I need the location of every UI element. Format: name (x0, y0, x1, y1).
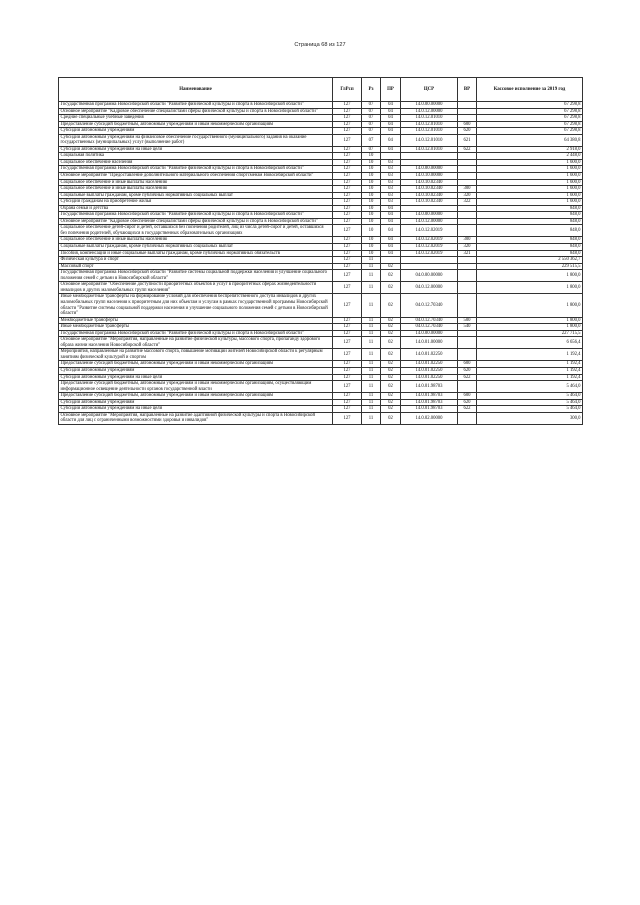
cell-pr: 04 (381, 244, 401, 251)
page-number: Страница 68 из 127 (294, 42, 346, 48)
cell-glrsp: 127 (333, 349, 362, 361)
cell-name: Социальное обеспечение населения (59, 159, 333, 166)
cell-rz: 10 (362, 244, 381, 251)
cell-amount: 1 192,4 (477, 367, 583, 374)
cell-rz: 10 (362, 199, 381, 206)
cell-glrsp: 127 (333, 237, 362, 244)
cell-pr: 04 (381, 250, 401, 257)
cell-pr: 02 (381, 381, 401, 393)
table-row (59, 282, 583, 294)
header-name: Наименование (59, 78, 333, 102)
cell-name: Субсидии автономным учреждениям (59, 399, 333, 406)
cell-amount: 848,0 (477, 218, 583, 225)
cell-csr: 14.0.10.02340 (401, 199, 458, 206)
cell-pr: 02 (381, 374, 401, 381)
cell-amount: 848,0 (477, 237, 583, 244)
cell-pr: 02 (381, 393, 401, 400)
cell-amount: 67 298,8 (477, 102, 583, 109)
cell-name: Предоставление субсидий бюджетным, автономным учреждениям и иным некоммерческим организациям (59, 121, 333, 128)
cell-glrsp: 127 (333, 367, 362, 374)
cell-name: Иные межбюджетные трансферты на формирование условий для обеспечения беспрепятственного доступа инвалидов и других маломобильных групп населения к приоритетным для них объектам и услугам в рамках государственной программы Новосибирской области "Развитие системы социальной поддержки населения и улучшение социального положения семей с детьми в Новосибирской области" (59, 294, 333, 317)
cell-glrsp: 127 (333, 250, 362, 257)
cell-name: Субсидии автономным учреждениям на иные цели (59, 374, 333, 381)
cell-amount: 1 800,0 (477, 282, 583, 294)
cell-amount: 1 600,0 (477, 186, 583, 193)
cell-vr: 622 (458, 374, 477, 381)
cell-csr: 14.0.12.01010 (401, 121, 458, 128)
cell-rz: 11 (362, 361, 381, 368)
cell-name: Физическая культура и спорт (59, 257, 333, 264)
cell-amount: 5 464,0 (477, 381, 583, 393)
cell-csr: 14.0.00.00000 (401, 212, 458, 219)
cell-rz: 11 (362, 324, 381, 331)
cell-pr: 04 (381, 146, 401, 153)
cell-pr: 02 (381, 337, 401, 349)
cell-pr: 02 (381, 412, 401, 424)
cell-vr (458, 270, 477, 282)
cell-amount: 64 380,8 (477, 134, 583, 146)
cell-csr: 14.0.00.00000 (401, 166, 458, 173)
cell-csr: 04.0.12.70340 (401, 294, 458, 317)
cell-glrsp: 127 (333, 381, 362, 393)
cell-amount: 1 600,0 (477, 192, 583, 199)
cell-vr: 620 (458, 128, 477, 135)
cell-glrsp: 127 (333, 399, 362, 406)
table-body (59, 102, 583, 425)
cell-rz: 10 (362, 166, 381, 173)
cell-name: Основное мероприятие "Обеспечение доступности приоритетных объектов и услуг в приоритетных сферах жизнедеятельности инвалидов и других маломобильных групп населения" (59, 282, 333, 294)
cell-rz: 11 (362, 399, 381, 406)
cell-name: Субсидии автономным учреждениям на иные цели (59, 406, 333, 413)
cell-amount: 300,0 (477, 412, 583, 424)
cell-rz: 07 (362, 128, 381, 135)
cell-rz: 07 (362, 134, 381, 146)
cell-name: Социальное обеспечение и иные выплаты населению (59, 179, 333, 186)
cell-name: Основное мероприятие "Кадровое обеспечение специалистами сферы физической культуры и спорта в Новосибирской области" (59, 108, 333, 115)
cell-csr: 14.0.12.02019 (401, 244, 458, 251)
cell-rz: 11 (362, 257, 381, 264)
cell-glrsp: 127 (333, 374, 362, 381)
cell-rz: 11 (362, 374, 381, 381)
cell-amount: 1 600,0 (477, 166, 583, 173)
cell-amount: 1 800,0 (477, 270, 583, 282)
cell-name: Социальное обеспечение и иные выплаты населению (59, 186, 333, 193)
cell-name: Мероприятия, направленные на развитие массового спорта, повышение мотивации жителей Новосибирской области к регулярным занятиям физической культурой и спортом (59, 349, 333, 361)
cell-vr (458, 337, 477, 349)
cell-glrsp: 127 (333, 263, 362, 270)
cell-vr: 620 (458, 367, 477, 374)
cell-glrsp: 127 (333, 324, 362, 331)
cell-pr: 03 (381, 199, 401, 206)
cell-amount: 2 448,0 (477, 153, 583, 160)
cell-glrsp: 127 (333, 393, 362, 400)
cell-glrsp: 127 (333, 121, 362, 128)
cell-glrsp: 127 (333, 218, 362, 225)
cell-csr: 04.0.00.00000 (401, 270, 458, 282)
cell-name: Массовый спорт (59, 263, 333, 270)
cell-rz: 07 (362, 102, 381, 109)
cell-name: Государственная программа Новосибирской области "Развитие физической культуры и спорта в Новосибирской области" (59, 102, 333, 109)
table-row (59, 337, 583, 349)
cell-name: Государственная программа Новосибирской области "Развитие физической культуры и спорта в Новосибирской области" (59, 212, 333, 219)
cell-vr (458, 294, 477, 317)
cell-rz: 11 (362, 412, 381, 424)
cell-csr: 14.0.10.00000 (401, 173, 458, 180)
cell-vr: 600 (458, 393, 477, 400)
cell-rz: 11 (362, 393, 381, 400)
cell-csr: 14.0.01.02250 (401, 349, 458, 361)
cell-pr: 03 (381, 166, 401, 173)
cell-amount: 1 192,4 (477, 361, 583, 368)
cell-amount: 1 192,4 (477, 349, 583, 361)
cell-glrsp: 127 (333, 134, 362, 146)
cell-rz: 11 (362, 282, 381, 294)
cell-glrsp: 127 (333, 412, 362, 424)
budget-table (58, 77, 583, 425)
cell-name: Основное мероприятие "Кадровое обеспечение специалистами сферы физической культуры и спорта в Новосибирской области" (59, 218, 333, 225)
cell-csr: 14.0.01.98703 (401, 399, 458, 406)
cell-rz: 11 (362, 263, 381, 270)
cell-amount: 1 800,0 (477, 324, 583, 331)
cell-rz: 07 (362, 121, 381, 128)
cell-pr: 04 (381, 225, 401, 237)
cell-name: Субсидии гражданам на приобретение жилья (59, 199, 333, 206)
cell-rz: 10 (362, 173, 381, 180)
cell-glrsp: 127 (333, 330, 362, 337)
cell-vr: 620 (458, 399, 477, 406)
cell-vr: 320 (458, 244, 477, 251)
cell-csr: 14.0.12.01010 (401, 128, 458, 135)
table-row (59, 294, 583, 317)
cell-pr: 02 (381, 263, 401, 270)
cell-csr: 14.0.12.00000 (401, 218, 458, 225)
cell-pr: 02 (381, 349, 401, 361)
cell-amount: 848,0 (477, 212, 583, 219)
header-glrsp: ГлРсп (333, 78, 362, 102)
cell-csr: 14.0.00.00000 (401, 330, 458, 337)
cell-vr (458, 282, 477, 294)
cell-csr: 14.0.01.02250 (401, 367, 458, 374)
cell-rz: 10 (362, 179, 381, 186)
cell-rz: 11 (362, 381, 381, 393)
cell-pr: 04 (381, 121, 401, 128)
cell-amount: 1 600,0 (477, 173, 583, 180)
cell-glrsp: 127 (333, 282, 362, 294)
cell-amount: 1 600,0 (477, 179, 583, 186)
cell-glrsp: 127 (333, 199, 362, 206)
cell-pr: 02 (381, 367, 401, 374)
cell-amount: 2 550 362,7 (477, 257, 583, 264)
cell-pr: 04 (381, 115, 401, 122)
cell-csr: 04.0.12.00000 (401, 282, 458, 294)
cell-vr: 300 (458, 186, 477, 193)
cell-csr: 14.0.12.01010 (401, 134, 458, 146)
cell-rz: 11 (362, 294, 381, 317)
cell-csr: 04.0.12.70340 (401, 317, 458, 324)
cell-name: Субсидии автономным учреждениям (59, 128, 333, 135)
cell-glrsp: 127 (333, 270, 362, 282)
cell-pr: 04 (381, 237, 401, 244)
table-row (59, 412, 583, 424)
cell-rz: 07 (362, 108, 381, 115)
cell-csr: 14.0.01.98703 (401, 393, 458, 400)
table-header-row (59, 78, 583, 102)
cell-csr: 14.0.01.02250 (401, 361, 458, 368)
cell-name: Государственная программа Новосибирской области "Развитие системы социальной поддержки населения и улучшение социального положения семей с детьми в Новосибирской области" (59, 270, 333, 282)
cell-glrsp: 127 (333, 294, 362, 317)
cell-pr: 02 (381, 270, 401, 282)
cell-pr: 02 (381, 324, 401, 331)
cell-amount: 5 464,0 (477, 406, 583, 413)
cell-vr: 600 (458, 361, 477, 368)
cell-glrsp: 127 (333, 225, 362, 237)
cell-name: Средние специальные учебные заведения (59, 115, 333, 122)
cell-amount: 848,0 (477, 244, 583, 251)
cell-rz: 11 (362, 367, 381, 374)
cell-amount: 848,0 (477, 205, 583, 212)
cell-name: Основное мероприятие "Мероприятия, направленные на развитие адаптивной физической культуры и спорта в Новосибирской области для лиц с ограниченными возможностями здоровья и инвалидов" (59, 412, 333, 424)
cell-csr: 14.0.12.01010 (401, 115, 458, 122)
cell-csr: 14.0.10.02340 (401, 186, 458, 193)
cell-pr: 04 (381, 218, 401, 225)
cell-name: Субсидии автономным учреждениям на финансовое обеспечение государственного (муниципального) задания на оказание государственных (муниципальных) услуг (выполнение работ) (59, 134, 333, 146)
cell-name: Основное мероприятие "Предоставление дополнительного материального обеспечения спортсменам Новосибирской области" (59, 173, 333, 180)
cell-vr: 600 (458, 121, 477, 128)
table-row (59, 225, 583, 237)
cell-rz: 10 (362, 192, 381, 199)
cell-glrsp: 127 (333, 173, 362, 180)
cell-pr: 04 (381, 128, 401, 135)
cell-vr: 622 (458, 406, 477, 413)
cell-pr: 03 (381, 173, 401, 180)
cell-csr: 14.0.12.00000 (401, 108, 458, 115)
cell-glrsp: 127 (333, 108, 362, 115)
cell-glrsp: 127 (333, 257, 362, 264)
cell-csr: 14.0.10.02340 (401, 179, 458, 186)
cell-pr: 02 (381, 294, 401, 317)
cell-glrsp: 127 (333, 146, 362, 153)
cell-vr: 322 (458, 199, 477, 206)
cell-glrsp: 127 (333, 115, 362, 122)
cell-csr: 14.0.01.02250 (401, 374, 458, 381)
cell-glrsp: 127 (333, 205, 362, 212)
cell-glrsp: 127 (333, 159, 362, 166)
cell-vr: 320 (458, 192, 477, 199)
cell-pr: 04 (381, 108, 401, 115)
cell-name: Государственная программа Новосибирской области "Развитие физической культуры и спорта в Новосибирской области" (59, 330, 333, 337)
cell-amount: 5 464,0 (477, 399, 583, 406)
cell-csr: 14.0.12.01010 (401, 146, 458, 153)
cell-csr: 14.0.01.98703 (401, 406, 458, 413)
cell-name: Иные межбюджетные трансферты (59, 324, 333, 331)
cell-pr: 04 (381, 212, 401, 219)
cell-rz: 11 (362, 337, 381, 349)
cell-csr: 14.0.01.98703 (401, 381, 458, 393)
cell-pr: 02 (381, 361, 401, 368)
cell-glrsp: 127 (333, 192, 362, 199)
cell-amount: 6 656,4 (477, 337, 583, 349)
cell-pr: 03 (381, 192, 401, 199)
cell-csr: 14.0.00.00000 (401, 102, 458, 109)
cell-rz: 11 (362, 270, 381, 282)
cell-amount: 67 298,8 (477, 121, 583, 128)
cell-vr (458, 412, 477, 424)
cell-name: Субсидии автономным учреждениям на иные цели (59, 146, 333, 153)
cell-name: Предоставление субсидий бюджетным, автономным учреждениям и иным некоммерческим организациям (59, 361, 333, 368)
cell-name: Государственная программа Новосибирской области "Развитие физической культуры и спорта в Новосибирской области" (59, 166, 333, 173)
cell-name: Социальные выплаты гражданам, кроме публичных нормативных социальных выплат (59, 192, 333, 199)
header-rz: Рз (362, 78, 381, 102)
cell-rz: 11 (362, 317, 381, 324)
cell-pr: 02 (381, 330, 401, 337)
cell-vr: 540 (458, 324, 477, 331)
cell-glrsp: 127 (333, 102, 362, 109)
cell-vr: 300 (458, 237, 477, 244)
cell-pr: 04 (381, 205, 401, 212)
cell-glrsp: 127 (333, 406, 362, 413)
cell-glrsp: 127 (333, 153, 362, 160)
cell-vr: 321 (458, 250, 477, 257)
cell-pr: 02 (381, 317, 401, 324)
cell-name: Предоставление субсидий бюджетным, автономным учреждениям и иным некоммерческим организациям (59, 393, 333, 400)
cell-glrsp: 127 (333, 166, 362, 173)
cell-csr: 04.0.12.70340 (401, 324, 458, 331)
cell-glrsp: 127 (333, 244, 362, 251)
cell-amount: 1 600,0 (477, 159, 583, 166)
cell-glrsp: 127 (333, 337, 362, 349)
cell-amount: 229 515,5 (477, 263, 583, 270)
cell-rz: 10 (362, 153, 381, 160)
table-row (59, 381, 583, 393)
cell-amount: 848,0 (477, 250, 583, 257)
cell-amount: 1 800,0 (477, 317, 583, 324)
cell-name: Пособия, компенсации и иные социальные выплаты гражданам, кроме публичных нормативных обязательств (59, 250, 333, 257)
cell-glrsp: 127 (333, 212, 362, 219)
cell-name: Основное мероприятие "Мероприятия, направленные на развитие физической культуры, массового спорта, пропаганду здорового образа жизни населения Новосибирской области" (59, 337, 333, 349)
cell-rz: 10 (362, 205, 381, 212)
cell-glrsp: 127 (333, 186, 362, 193)
cell-amount: 1 192,4 (477, 374, 583, 381)
cell-rz: 11 (362, 330, 381, 337)
cell-pr: 02 (381, 399, 401, 406)
header-csr: ЦСР (401, 78, 458, 102)
cell-pr: 03 (381, 159, 401, 166)
cell-rz: 07 (362, 146, 381, 153)
cell-rz: 10 (362, 250, 381, 257)
cell-glrsp: 127 (333, 128, 362, 135)
cell-csr: 14.0.12.02019 (401, 250, 458, 257)
cell-vr: 621 (458, 134, 477, 146)
table-row (59, 349, 583, 361)
cell-amount: 67 298,8 (477, 108, 583, 115)
header-vr: ВР (458, 78, 477, 102)
cell-name: Межбюджетные трансферты (59, 317, 333, 324)
cell-amount: 848,0 (477, 225, 583, 237)
cell-amount: 1 800,0 (477, 294, 583, 317)
header-amount: Кассовое исполнение за 2019 год (477, 78, 583, 102)
cell-vr: 500 (458, 317, 477, 324)
cell-amount: 67 298,8 (477, 115, 583, 122)
cell-csr: 14.0.12.02019 (401, 225, 458, 237)
cell-amount: 1 600,0 (477, 199, 583, 206)
cell-rz: 07 (362, 115, 381, 122)
cell-rz: 10 (362, 186, 381, 193)
cell-pr: 03 (381, 186, 401, 193)
cell-glrsp: 127 (333, 317, 362, 324)
cell-rz: 11 (362, 406, 381, 413)
cell-name: Социальные выплаты гражданам, кроме публичных нормативных социальных выплат (59, 244, 333, 251)
header-pr: ПР (381, 78, 401, 102)
cell-rz: 10 (362, 225, 381, 237)
cell-csr: 14.0.01.00000 (401, 337, 458, 349)
cell-csr: 14.0.12.02019 (401, 237, 458, 244)
cell-vr (458, 349, 477, 361)
table-row (59, 134, 583, 146)
cell-name: Охрана семьи и детства (59, 205, 333, 212)
cell-rz: 10 (362, 218, 381, 225)
cell-rz: 11 (362, 349, 381, 361)
cell-glrsp: 127 (333, 179, 362, 186)
cell-vr: 622 (458, 146, 477, 153)
cell-pr: 02 (381, 406, 401, 413)
cell-amount: 5 464,0 (477, 393, 583, 400)
cell-name: Предоставление субсидий бюджетным, автономным учреждениям и иным некоммерческим организациям, осуществляющим информационное освещение деятельности органов государственной власти (59, 381, 333, 393)
table-row (59, 270, 583, 282)
cell-csr: 14.0.10.02340 (401, 192, 458, 199)
cell-pr: 03 (381, 179, 401, 186)
cell-name: Социальная политика (59, 153, 333, 160)
cell-pr: 04 (381, 102, 401, 109)
cell-name: Социальное обеспечение детей-сирот и детей, оставшихся без попечения родителей, лиц из числа детей-сирот и детей, оставшихся без попечения родителей, обучающихся в государственных образовательных организациях (59, 225, 333, 237)
cell-csr: 14.0.02.00000 (401, 412, 458, 424)
cell-vr (458, 381, 477, 393)
cell-amount: 2 918,0 (477, 146, 583, 153)
cell-pr: 02 (381, 282, 401, 294)
cell-name: Социальное обеспечение и иные выплаты населению (59, 237, 333, 244)
cell-amount: 227 715,5 (477, 330, 583, 337)
cell-pr: 04 (381, 134, 401, 146)
cell-vr (458, 225, 477, 237)
cell-amount: 67 298,8 (477, 128, 583, 135)
cell-glrsp: 127 (333, 361, 362, 368)
cell-name: Субсидии автономным учреждениям (59, 367, 333, 374)
cell-rz: 10 (362, 159, 381, 166)
cell-rz: 10 (362, 212, 381, 219)
cell-rz: 10 (362, 237, 381, 244)
